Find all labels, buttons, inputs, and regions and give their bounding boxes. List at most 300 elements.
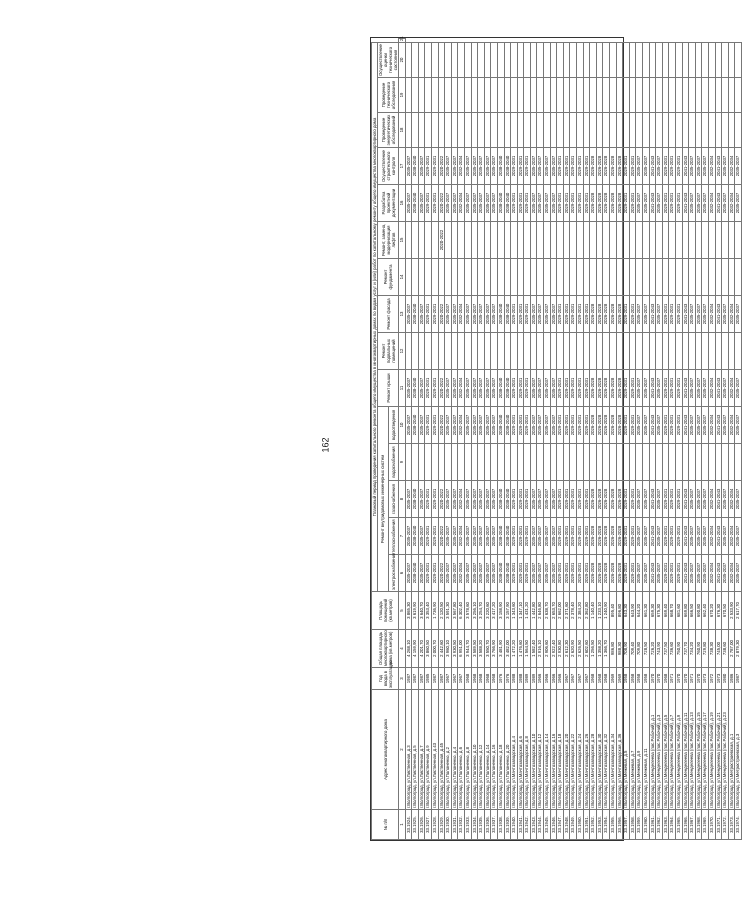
- cell-period-6: [504, 333, 511, 370]
- cell-period-7: 2032-2034: [728, 296, 735, 333]
- cell-address: г.Волгоград, ул.Мачтозаводская, д.4: [511, 690, 518, 810]
- cell-num: 33.1960.: [642, 810, 649, 840]
- cell-address: г.Волгоград, ул.Менделеева (пос.Рабочий), д.3: [656, 690, 663, 810]
- cell-period-14: [590, 43, 597, 78]
- cell-period-13: [675, 78, 682, 113]
- cell-year: 1980: [722, 668, 729, 690]
- cell-period-13: [702, 78, 709, 113]
- cell-total-area: 750,90: [675, 630, 682, 668]
- cell-period-8: [583, 259, 590, 296]
- cell-period-3: [649, 444, 656, 481]
- table-row: [563, 39, 570, 840]
- cell-period-8: [570, 259, 577, 296]
- cell-period-1: 2032-2034: [728, 518, 735, 555]
- cell-period-5: 2029-2031: [524, 370, 531, 407]
- cell-period-4: 2035-2037: [656, 407, 663, 444]
- cell-period-8: [537, 259, 544, 296]
- cell-num: 33.1966.: [682, 810, 689, 840]
- cell-period-9: [662, 222, 669, 259]
- cell-num: 33.1942.: [524, 810, 531, 840]
- cell-period-10: 2032-2034: [708, 185, 715, 222]
- cell-period-6: [610, 333, 617, 370]
- cell-period-0: 2029-2031: [623, 555, 630, 592]
- cell-address: г.Волгоград, ул.Метростроевская, д.1: [728, 690, 735, 810]
- cell-address: г.Волгоград, ул.Мачтозаводская, д.20: [563, 690, 570, 810]
- cell-period-2: 2038-2040: [497, 481, 504, 518]
- cell-period-6: [464, 333, 471, 370]
- cell-period-7: 2029-2031: [623, 296, 630, 333]
- cell-year: 1976: [504, 668, 511, 690]
- cell-period-14: [722, 43, 729, 78]
- cell-period-3: [715, 444, 722, 481]
- cell-period-6: [702, 333, 709, 370]
- cell-period-1: 2035-2037: [695, 518, 702, 555]
- cell-period-9: [544, 222, 551, 259]
- cell-period-10: 2035-2037: [478, 185, 485, 222]
- cell-premises-area: 2 617,70: [735, 592, 742, 630]
- cell-period-5: 2035-2037: [445, 370, 452, 407]
- cell-period-3: [425, 444, 432, 481]
- cell-period-1: 2041-2043: [682, 518, 689, 555]
- cell-period-8: [610, 259, 617, 296]
- cell-num: 33.1952.: [590, 810, 597, 840]
- cell-period-9: [511, 222, 518, 259]
- cell-period-6: [735, 333, 742, 370]
- table-row: [590, 39, 597, 840]
- cell-total-area: 2 000,70: [431, 630, 438, 668]
- cell-period-11: 2041-2043: [715, 148, 722, 185]
- cell-period-13: [484, 78, 491, 113]
- cell-total-area: 1 472,20: [511, 630, 518, 668]
- cell-period-5: 2029-2031: [669, 370, 676, 407]
- cell-premises-area: 3 640,70: [418, 592, 425, 630]
- cell-address: г.Волгоград, ул.Лиственная, д.7: [418, 690, 425, 810]
- cell-period-5: 2035-2037: [642, 370, 649, 407]
- cell-period-1: 2035-2037: [702, 518, 709, 555]
- cell-period-13: [504, 78, 511, 113]
- cell-total-area: 1 564,50: [524, 630, 531, 668]
- table-row: [682, 39, 689, 840]
- cell-period-10: 2035-2037: [471, 185, 478, 222]
- cell-period-14: [636, 43, 643, 78]
- column-number: 9: [399, 444, 406, 481]
- cell-period-12: [544, 113, 551, 148]
- cell-period-10: 2029-2031: [517, 185, 524, 222]
- cell-period-11: 2026-2028: [616, 148, 623, 185]
- cell-period-5: 2038-2040: [504, 370, 511, 407]
- cell-year: 1968: [603, 668, 610, 690]
- cell-period-1: 2035-2037: [636, 518, 643, 555]
- cell-period-14: [563, 43, 570, 78]
- table-row: [636, 39, 643, 840]
- cell-period-8: [451, 259, 458, 296]
- cell-period-5: 2026-2028: [603, 370, 610, 407]
- cell-premises-area: 3 256,10: [471, 592, 478, 630]
- cell-period-5: 2041-2043: [715, 370, 722, 407]
- cell-period-7: 2035-2037: [405, 296, 412, 333]
- table-row: [642, 39, 649, 840]
- cell-period-11: 2029-2031: [583, 148, 590, 185]
- cell-total-area: 1 582,40: [530, 630, 537, 668]
- cell-period-6: [438, 333, 445, 370]
- header-sub-2: газоснабжения: [388, 481, 399, 518]
- cell-num: 33.1973.: [728, 810, 735, 840]
- cell-period-14: [438, 43, 445, 78]
- cell-period-7: 2035-2037: [689, 296, 696, 333]
- cell-period-7: 2029-2031: [517, 296, 524, 333]
- cell-period-2: 2029-2031: [669, 481, 676, 518]
- cell-period-1: 2035-2037: [530, 518, 537, 555]
- cell-year: 1958: [623, 668, 630, 690]
- cell-num: 33.1938.: [497, 810, 504, 840]
- cell-period-0: 2032-2034: [728, 555, 735, 592]
- cell-period-4: 2035-2037: [478, 407, 485, 444]
- cell-period-14: [497, 43, 504, 78]
- cell-year: 1973: [715, 668, 722, 690]
- cell-period-0: 2026-2028: [590, 555, 597, 592]
- header-sub-1: теплоснабжения: [388, 518, 399, 555]
- cell-period-0: 2035-2037: [702, 555, 709, 592]
- header-sub-5: Ремонт крыши: [378, 370, 399, 407]
- cell-period-4: 2035-2037: [642, 407, 649, 444]
- cell-period-6: [682, 333, 689, 370]
- column-number: 12: [399, 333, 406, 370]
- cell-total-area: 738,30: [708, 630, 715, 668]
- cell-period-5: 2029-2031: [662, 370, 669, 407]
- cell-period-3: [616, 444, 623, 481]
- cell-period-14: [570, 43, 577, 78]
- cell-period-3: [583, 444, 590, 481]
- cell-period-12: [405, 113, 412, 148]
- cell-num: 33.1956.: [616, 810, 623, 840]
- cell-address: г.Волгоград, ул.Менделеева (пос.Рабочий), д.5: [662, 690, 669, 810]
- cell-address: г.Волгоград, ул.Мачтозаводская, д.14: [544, 690, 551, 810]
- cell-period-0: 2029-2031: [517, 555, 524, 592]
- table-row: [405, 39, 412, 840]
- header-sub-11: Осуществление строительного контроля: [378, 148, 399, 185]
- cell-period-10: 2035-2037: [405, 185, 412, 222]
- cell-period-11: 2038-2040: [412, 148, 419, 185]
- cell-premises-area: 3 157,90: [504, 592, 511, 630]
- cell-period-5: 2035-2037: [484, 370, 491, 407]
- cell-period-10: 2041-2043: [649, 185, 656, 222]
- cell-year: 1973: [702, 668, 709, 690]
- cell-period-0: 2029-2031: [583, 555, 590, 592]
- cell-period-11: 2035-2037: [445, 148, 452, 185]
- column-number-row: [399, 39, 406, 840]
- table-row: [557, 39, 564, 840]
- cell-period-0: 2029-2031: [431, 555, 438, 592]
- cell-period-6: [669, 333, 676, 370]
- header-sub-8: Ремонт фундамента: [378, 259, 399, 296]
- cell-period-2: 2032-2034: [708, 481, 715, 518]
- cell-period-13: [511, 78, 518, 113]
- cell-period-1: 2035-2037: [550, 518, 557, 555]
- cell-period-13: [425, 78, 432, 113]
- cell-period-1: 2029-2031: [557, 518, 564, 555]
- column-number: 17: [399, 148, 406, 185]
- cell-period-14: [662, 43, 669, 78]
- cell-period-2: 2035-2037: [656, 481, 663, 518]
- column-number: 21: [399, 36, 404, 41]
- cell-period-10: 2035-2037: [735, 185, 742, 222]
- cell-period-9: [610, 222, 617, 259]
- cell-period-14: [695, 43, 702, 78]
- cell-period-6: [524, 333, 531, 370]
- cell-premises-area: 644,20: [636, 592, 643, 630]
- table-row: [451, 39, 458, 840]
- cell-period-9: [464, 222, 471, 259]
- cell-period-8: [517, 259, 524, 296]
- cell-period-5: 2035-2037: [636, 370, 643, 407]
- cell-year: 1968: [491, 668, 498, 690]
- cell-num: 33.1927.: [425, 810, 432, 840]
- cell-period-4: 2035-2037: [464, 407, 471, 444]
- cell-address: г.Волгоград, ул.Межевая, д.11: [642, 690, 649, 810]
- cell-premises-area: 1 233,10: [596, 592, 603, 630]
- cell-num: 33.1934.: [471, 810, 478, 840]
- cell-period-11: 2038-2040: [504, 148, 511, 185]
- cell-year: 1988: [511, 668, 518, 690]
- cell-period-12: [557, 113, 564, 148]
- cell-num: 33.1950.: [577, 810, 584, 840]
- cell-period-3: [418, 444, 425, 481]
- cell-period-7: 2035-2037: [530, 296, 537, 333]
- cell-period-8: [464, 259, 471, 296]
- cell-period-13: [656, 78, 663, 113]
- cell-period-9: [669, 222, 676, 259]
- cell-num: 33.1935.: [478, 810, 485, 840]
- header-period-group: Плановый период проведения капитального ремонта общего имущества в многоквартирных домах по видам услуг и (или) работ по капитальному ремонту общего имущества многоквартирного дома: [372, 43, 378, 592]
- header-sub-7: Ремонт фасада: [378, 296, 399, 333]
- column-number: 4: [399, 630, 406, 668]
- cell-period-3: [445, 444, 452, 481]
- cell-period-13: [537, 78, 544, 113]
- cell-period-11: 2029-2031: [517, 148, 524, 185]
- cell-period-9: [642, 222, 649, 259]
- cell-period-11: 2035-2037: [405, 148, 412, 185]
- header-sub-10: Разработка проектной документации: [378, 185, 399, 222]
- column-number: 19: [399, 78, 406, 113]
- cell-total-area: 3 960,10: [445, 630, 452, 668]
- cell-period-11: 2035-2037: [418, 148, 425, 185]
- cell-year: 1987: [405, 668, 412, 690]
- cell-period-5: 2029-2031: [583, 370, 590, 407]
- cell-period-4: 2029-2031: [570, 407, 577, 444]
- cell-period-2: 2038-2040: [412, 481, 419, 518]
- table-row: [537, 39, 544, 840]
- cell-period-4: 2032-2034: [728, 407, 735, 444]
- cell-year: 1987: [735, 668, 742, 690]
- cell-period-6: [577, 333, 584, 370]
- cell-period-0: 2032-2034: [708, 555, 715, 592]
- cell-premises-area: 2 662,00: [557, 592, 564, 630]
- cell-period-1: 2029-2031: [517, 518, 524, 555]
- cell-period-8: [662, 259, 669, 296]
- cell-period-9: [649, 222, 656, 259]
- cell-period-4: 2026-2028: [616, 407, 623, 444]
- cell-period-11: 2032-2034: [458, 148, 465, 185]
- cell-num: 33.1928.: [431, 810, 438, 840]
- cell-period-5: 2041-2043: [682, 370, 689, 407]
- cell-period-14: [616, 43, 623, 78]
- cell-premises-area: 3 353,40: [425, 592, 432, 630]
- cell-period-6: [471, 333, 478, 370]
- cell-period-12: [464, 113, 471, 148]
- table-row: [497, 39, 504, 840]
- cell-year: 1970: [682, 668, 689, 690]
- cell-address: г.Волгоград, ул.Менделеева (пос.Рабочий), д.21: [715, 690, 722, 810]
- cell-period-1: 2035-2037: [484, 518, 491, 555]
- table-row: [478, 39, 485, 840]
- cell-period-7: 2029-2031: [583, 296, 590, 333]
- cell-period-10: 2035-2037: [550, 185, 557, 222]
- cell-period-9: [629, 222, 636, 259]
- cell-period-2: 2029-2031: [431, 481, 438, 518]
- column-number: 2: [399, 690, 406, 810]
- cell-period-5: 2035-2037: [695, 370, 702, 407]
- cell-period-8: [478, 259, 485, 296]
- cell-period-0: 2029-2031: [675, 555, 682, 592]
- cell-period-2: 2029-2031: [557, 481, 564, 518]
- cell-period-11: 2029-2031: [623, 148, 630, 185]
- cell-period-5: 2029-2031: [511, 370, 518, 407]
- cell-num: 33.1926.: [418, 810, 425, 840]
- cell-period-10: 2035-2037: [544, 185, 551, 222]
- cell-period-8: [471, 259, 478, 296]
- cell-period-9: [478, 222, 485, 259]
- cell-period-12: [471, 113, 478, 148]
- cell-address: г.Волгоград, ул.Менделеева (пос.Рабочий), д.13: [689, 690, 696, 810]
- header-address: Адрес многоквартирного дома: [372, 690, 399, 810]
- cell-period-11: 2035-2037: [689, 148, 696, 185]
- cell-period-13: [458, 78, 465, 113]
- cell-period-6: [649, 333, 656, 370]
- cell-total-area: 3 588,20: [478, 630, 485, 668]
- cell-address: г.Волгоград, ул.Менделеева (пос.Рабочий), д.7: [669, 690, 676, 810]
- cell-period-13: [464, 78, 471, 113]
- cell-address: г.Волгоград, ул.Мачтозаводская, д.10: [530, 690, 537, 810]
- cell-period-8: [656, 259, 663, 296]
- cell-num: 33.1948.: [563, 810, 570, 840]
- cell-premises-area: 2 638,70: [544, 592, 551, 630]
- cell-period-12: [649, 113, 656, 148]
- cell-period-4: 2029-2031: [425, 407, 432, 444]
- cell-period-3: [675, 444, 682, 481]
- cell-premises-area: 662,40: [702, 592, 709, 630]
- cell-premises-area: 1 347,10: [517, 592, 524, 630]
- header-sub-6: Ремонт подвальных помещений: [378, 333, 399, 370]
- cell-premises-area: 3 591,30: [445, 592, 452, 630]
- cell-period-8: [405, 259, 412, 296]
- cell-period-14: [484, 43, 491, 78]
- cell-address: г.Волгоград, ул.Мачтозаводская, д.8: [524, 690, 531, 810]
- cell-period-3: [577, 444, 584, 481]
- cell-period-3: [412, 444, 419, 481]
- cell-period-12: [431, 113, 438, 148]
- cell-premises-area: 6 302,40: [458, 592, 465, 630]
- cell-period-0: 2035-2037: [478, 555, 485, 592]
- cell-period-0: 2035-2037: [445, 555, 452, 592]
- cell-period-3: [550, 444, 557, 481]
- cell-period-2: 2035-2037: [418, 481, 425, 518]
- cell-premises-area: 1 442,80: [530, 592, 537, 630]
- table-row: [431, 39, 438, 840]
- cell-year: 1968: [484, 668, 491, 690]
- cell-period-4: 2029-2031: [563, 407, 570, 444]
- cell-period-2: 2041-2043: [649, 481, 656, 518]
- cell-address: г.Волгоград, ул.Мачтозаводская, д.28: [590, 690, 597, 810]
- cell-year: 1958: [629, 668, 636, 690]
- cell-period-9: [689, 222, 696, 259]
- cell-num: 33.1967.: [689, 810, 696, 840]
- cell-period-11: 2029-2031: [577, 148, 584, 185]
- cell-period-10: 2029-2031: [577, 185, 584, 222]
- cell-period-2: 2026-2028: [590, 481, 597, 518]
- cell-address: г.Волгоград, ул.Менделеева (пос.Рабочий), д.1: [649, 690, 656, 810]
- cell-year: 1970: [695, 668, 702, 690]
- cell-period-14: [451, 43, 458, 78]
- cell-period-1: 2029-2031: [511, 518, 518, 555]
- cell-total-area: 2 787,00: [728, 630, 735, 668]
- cell-period-4: 2038-2040: [497, 407, 504, 444]
- cell-period-8: [458, 259, 465, 296]
- cell-total-area: 3 930,50: [451, 630, 458, 668]
- cell-period-9: [682, 222, 689, 259]
- cell-period-8: [682, 259, 689, 296]
- cell-period-10: 2041-2043: [715, 185, 722, 222]
- cell-period-11: 2035-2037: [735, 148, 742, 185]
- cell-period-12: [458, 113, 465, 148]
- cell-period-12: [682, 113, 689, 148]
- cell-period-11: 2026-2028: [596, 148, 603, 185]
- cell-period-7: 2041-2043: [715, 296, 722, 333]
- cell-period-9: [550, 222, 557, 259]
- cell-premises-area: 681,60: [675, 592, 682, 630]
- cell-period-7: 2035-2037: [451, 296, 458, 333]
- cell-period-3: [478, 444, 485, 481]
- cell-period-7: 2035-2037: [636, 296, 643, 333]
- header-sub-12: Проведение энергетических обследований: [378, 113, 399, 148]
- cell-period-7: 2041-2043: [649, 296, 656, 333]
- cell-period-13: [695, 78, 702, 113]
- cell-period-13: [722, 78, 729, 113]
- header-sub-0: электроснабжения: [388, 555, 399, 592]
- cell-period-8: [557, 259, 564, 296]
- cell-period-0: 2035-2037: [491, 555, 498, 592]
- cell-year: 1968: [596, 668, 603, 690]
- cell-period-13: [629, 78, 636, 113]
- cell-period-7: 2026-2028: [616, 296, 623, 333]
- cell-period-7: 2029-2031: [675, 296, 682, 333]
- cell-period-9: [570, 222, 577, 259]
- cell-period-1: 2035-2037: [471, 518, 478, 555]
- cell-premises-area: 2 533,90: [728, 592, 735, 630]
- cell-period-9: [458, 222, 465, 259]
- cell-period-0: 2035-2037: [636, 555, 643, 592]
- cell-period-3: [497, 444, 504, 481]
- cell-period-11: 2035-2037: [471, 148, 478, 185]
- cell-period-5: 2035-2037: [405, 370, 412, 407]
- cell-period-3: [669, 444, 676, 481]
- cell-period-8: [728, 259, 735, 296]
- cell-period-7: 2020-2022: [438, 296, 445, 333]
- cell-period-10: 2041-2043: [682, 185, 689, 222]
- cell-period-5: 2035-2037: [544, 370, 551, 407]
- cell-premises-area: 2 371,60: [563, 592, 570, 630]
- cell-period-7: 2035-2037: [695, 296, 702, 333]
- cell-period-12: [425, 113, 432, 148]
